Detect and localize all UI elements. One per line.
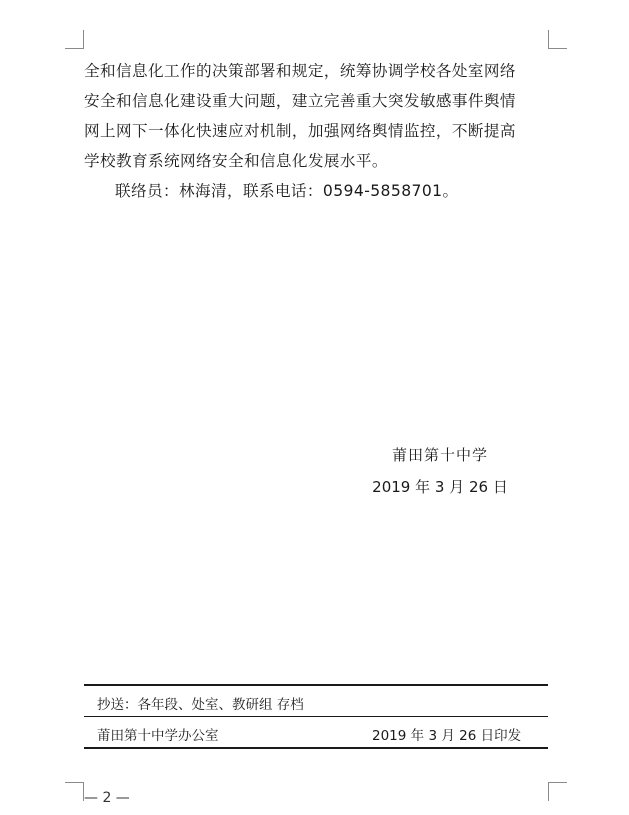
signature-date: 2019 年 3 月 26 日 [372, 478, 508, 496]
crop-mark-top-right [548, 30, 567, 49]
crop-mark-bottom-left [65, 782, 84, 801]
crop-mark-bottom-right [548, 782, 567, 801]
footer-rule-middle [84, 716, 548, 717]
body-line: 全和信息化工作的决策部署和规定，统筹协调学校各处室网络 [84, 62, 516, 80]
page-number: — 2 — [84, 790, 130, 806]
body-line: 学校教育系统网络安全和信息化发展水平。 [84, 152, 388, 170]
body-line: 安全和信息化建设重大问题，建立完善重大突发敏感事件舆情 [84, 92, 516, 110]
signature-organization: 莆田第十中学 [391, 446, 488, 464]
crop-mark-top-left [65, 30, 84, 49]
body-line: 网上网下一体化快速应对机制，加强网络舆情监控，不断提高 [84, 122, 516, 140]
footer-rule-top [84, 684, 548, 686]
issue-date: 2019 年 3 月 26 日印发 [372, 728, 522, 744]
footer-rule-bottom [84, 747, 548, 749]
cc-line: 抄送：各年段、处室、教研组 存档 [97, 697, 304, 713]
issuer-office: 莆田第十中学办公室 [97, 728, 219, 744]
contact-line: 联络员：林海清，联系电话：0594-5858701。 [115, 182, 459, 200]
body-text [84, 56, 554, 206]
